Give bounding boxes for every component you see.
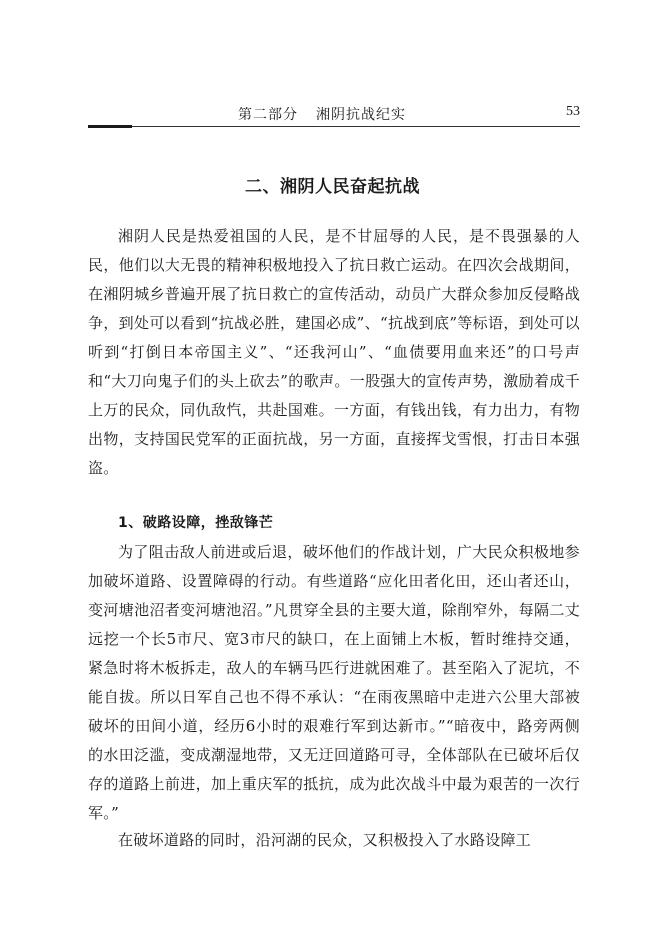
page-number: 53: [566, 104, 580, 119]
header-rule-accent: [88, 125, 132, 128]
subheading: 1、破路设障，挫敌锋芒: [118, 515, 274, 531]
paragraph-road-destruction: 为了阻击敌人前进或后退，破坏他们的作战计划，广大民众积极地参加破坏道路、设置障碍的行动。有些道路“应化田者化田，还山者还山，变河塘池沼者变河塘池沼。”凡贯穿全县的主要大道，除削窄外，每隔二丈远挖一个长5市尺、宽3市尺的缺口，在上面铺上木板，暂时维持交通，紧急时将木板拆走，敌人的车辆马匹行进就困难了。甚至陷入了泥坑，不能自拔。所以日军自己也不得不承认：“在雨夜黑暗中走进六公里大部被破坏的田间小道，经历6小时的艰难行军到达新市。”“暗夜中，路旁两侧的水田泛滥，变成潮湿地带，又无迂回道路可寻，全体部队在已破坏后仅存的道路上前进，加上重庆军的抵抗，成为此次战斗中最为艰苦的一次行军。”: [88, 543, 580, 822]
header-section: 湘阴抗战纪实: [316, 107, 406, 123]
header-title: [238, 104, 406, 124]
paragraph-waterway-obstacles: 在破坏道路的同时，沿河湖的民众，又积极投入了水路设障工: [118, 831, 532, 849]
paragraph-intro: 湘阴人民是热爱祖国的人民，是不甘屈辱的人民，是不畏强暴的人民，他们以大无畏的精神积极地投入了抗日救亡运动。在四次会战期间，在湘阴城乡普遍开展了抗日救亡的宣传活动，动员广大群众参加反侵略战争，到处可以看到“抗战必胜，建国必成”、“抗战到底”等标语，到处可以听到“打倒日本帝国主义”、“还我河山”、“血债要用血来还”的口号声和“大刀向鬼子们的头上砍去”的歌声。一股强大的宣传声势，激励着成千上万的民众，同仇敌忾，共赴国难。一方面，有钱出钱，有力出力，有物出物，支持国民党军的正面抗战，另一方面，直接挥戈雪恨，打击日本强盗。: [88, 227, 580, 477]
header-part: 第二部分: [238, 107, 298, 123]
header-rule: [88, 126, 580, 127]
running-header: [88, 102, 580, 124]
section-title: 二、湘阴人民奋起抗战: [245, 177, 420, 197]
